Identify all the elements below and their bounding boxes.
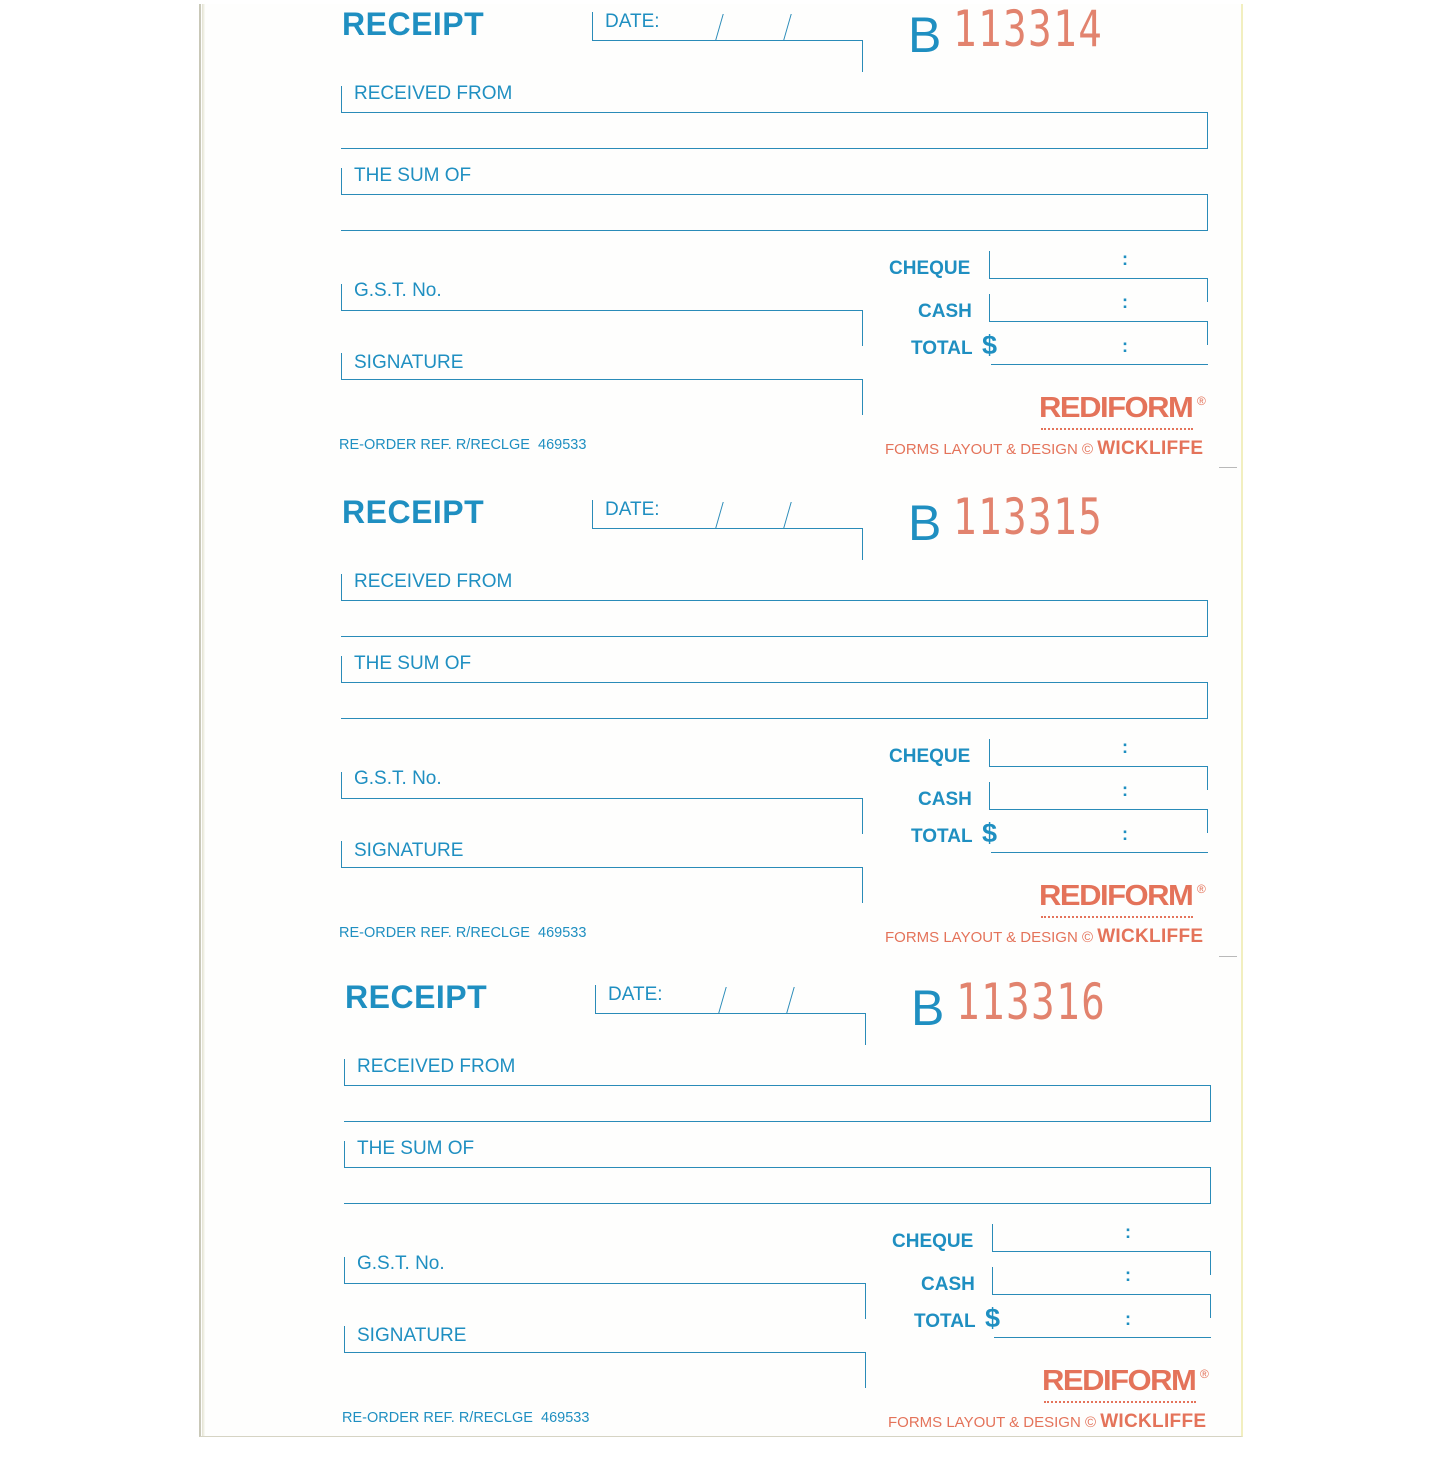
date-slash [718, 987, 726, 1013]
receipt-number-prefix: B [911, 980, 945, 1036]
gst-label: G.S.T. No. [357, 1253, 445, 1274]
received-from-field[interactable] [341, 600, 1208, 601]
received-from-box-right [1207, 112, 1208, 148]
date-label: DATE: [605, 11, 660, 32]
signature-field[interactable] [344, 1352, 866, 1353]
received-from-field[interactable] [344, 1085, 1211, 1086]
total-label: TOTAL [914, 1311, 976, 1332]
reorder-ref: RE-ORDER REF. R/RECLGE [339, 437, 530, 453]
received-from-box-left [341, 86, 342, 113]
cheque-label: CHEQUE [889, 258, 971, 279]
total-cents-separator: : [1122, 336, 1128, 356]
sum-box-left [344, 1141, 345, 1168]
total-label: TOTAL [911, 826, 973, 847]
cheque-cents-separator: : [1122, 249, 1128, 269]
cash-amount-field[interactable] [989, 321, 1208, 322]
signature-box-right [862, 379, 863, 415]
logo-underline [1041, 916, 1193, 918]
gst-field[interactable] [344, 1283, 866, 1284]
receipt-number-prefix: B [908, 495, 942, 551]
sum-label: THE SUM OF [357, 1138, 475, 1159]
signature-label: SIGNATURE [354, 840, 464, 861]
signature-box-left [341, 353, 342, 380]
received-from-field[interactable] [341, 112, 1208, 113]
cash-label: CASH [918, 789, 972, 810]
gst-box-left [344, 1257, 345, 1284]
received-from-box-right [1207, 600, 1208, 636]
cheque-box-right [1210, 1251, 1211, 1275]
gst-box-left [341, 772, 342, 799]
received-from-box-left [344, 1059, 345, 1086]
total-amount-field[interactable] [991, 852, 1208, 853]
signature-label: SIGNATURE [357, 1325, 467, 1346]
signature-box-right [862, 867, 863, 903]
cash-label: CASH [921, 1274, 975, 1295]
date-slash [715, 502, 723, 528]
cheque-label: CHEQUE [889, 746, 971, 767]
gst-label: G.S.T. No. [354, 768, 442, 789]
date-label: DATE: [608, 984, 663, 1005]
logo-underline [1041, 428, 1193, 430]
sum-label: THE SUM OF [354, 653, 472, 674]
credit-company: WICKLIFFE [1097, 438, 1204, 459]
date-box-right [862, 528, 863, 560]
received-from-line-2[interactable] [344, 1121, 1211, 1122]
receipt-form [201, 488, 1241, 980]
credit-company: WICKLIFFE [1100, 1411, 1207, 1432]
cheque-box-left [989, 739, 990, 766]
received-from-label: RECEIVED FROM [354, 571, 513, 592]
received-from-label: RECEIVED FROM [354, 83, 513, 104]
reorder-ref: RE-ORDER REF. R/RECLGE [339, 925, 530, 941]
credit-text: FORMS LAYOUT & DESIGN © [885, 441, 1094, 458]
perforation-mark [1219, 467, 1237, 468]
rediform-logo: REDIFORM [1042, 1364, 1196, 1397]
credit-company: WICKLIFFE [1097, 926, 1204, 947]
date-field[interactable] [595, 1013, 866, 1014]
date-box-left [595, 985, 596, 1013]
rediform-logo: REDIFORM [1039, 391, 1193, 424]
perforation-mark [1219, 956, 1237, 957]
total-amount-field[interactable] [991, 364, 1208, 365]
gst-label: G.S.T. No. [354, 280, 442, 301]
cash-cents-separator: : [1122, 292, 1128, 312]
cash-box-left [989, 294, 990, 321]
date-slash [786, 987, 794, 1013]
signature-box-left [341, 841, 342, 868]
cheque-cents-separator: : [1125, 1222, 1131, 1242]
total-cents-separator: : [1125, 1309, 1131, 1329]
receipt-title: RECEIPT [342, 494, 485, 530]
sum-line-2[interactable] [341, 230, 1208, 231]
sum-field[interactable] [344, 1167, 1211, 1168]
received-from-box-left [341, 574, 342, 601]
receipt-form [201, 0, 1241, 492]
signature-box-right [865, 1352, 866, 1388]
cheque-box-left [992, 1224, 993, 1251]
date-box-right [865, 1013, 866, 1045]
rediform-logo: REDIFORM [1039, 879, 1193, 912]
designer-credit [885, 926, 1203, 948]
sum-line-2[interactable] [341, 718, 1208, 719]
cheque-amount-field[interactable] [989, 278, 1208, 279]
gst-box-left [341, 284, 342, 311]
cheque-box-right [1207, 278, 1208, 302]
sum-box-right [1207, 194, 1208, 230]
designer-credit [888, 1411, 1206, 1433]
registered-mark: ® [1200, 1367, 1209, 1381]
gst-field[interactable] [341, 798, 863, 799]
cheque-amount-field[interactable] [989, 766, 1208, 767]
sum-box-right [1207, 682, 1208, 718]
sum-field[interactable] [341, 682, 1208, 683]
receipt-form [204, 973, 1244, 1465]
signature-field[interactable] [341, 379, 863, 380]
cash-label: CASH [918, 301, 972, 322]
date-box-left [592, 500, 593, 528]
receipt-title: RECEIPT [345, 979, 488, 1015]
sum-line-2[interactable] [344, 1203, 1211, 1204]
signature-box-left [344, 1326, 345, 1353]
date-slash [783, 502, 791, 528]
date-field[interactable] [592, 40, 863, 41]
received-from-box-right [1210, 1085, 1211, 1121]
receipt-book-page [199, 0, 1243, 1437]
received-from-label: RECEIVED FROM [357, 1056, 516, 1077]
sum-box-right [1210, 1167, 1211, 1203]
cash-cents-separator: : [1122, 780, 1128, 800]
credit-text: FORMS LAYOUT & DESIGN © [888, 1414, 1097, 1431]
dollar-symbol: $ [985, 1303, 1001, 1333]
receipt-serial-number: 113314 [953, 0, 1104, 58]
cash-amount-field[interactable] [989, 809, 1208, 810]
gst-field[interactable] [341, 310, 863, 311]
cash-amount-field[interactable] [992, 1294, 1211, 1295]
cheque-cents-separator: : [1122, 737, 1128, 757]
cheque-box-right [1207, 766, 1208, 790]
cheque-amount-field[interactable] [992, 1251, 1211, 1252]
cash-box-left [989, 782, 990, 809]
sum-box-left [341, 168, 342, 195]
signature-field[interactable] [341, 867, 863, 868]
sum-field[interactable] [341, 194, 1208, 195]
total-cents-separator: : [1122, 824, 1128, 844]
cheque-label: CHEQUE [892, 1231, 974, 1252]
reorder-code: 469533 [541, 1410, 590, 1426]
dollar-symbol: $ [982, 330, 998, 360]
reorder-code: 469533 [538, 925, 587, 941]
gst-box-right [865, 1283, 866, 1319]
total-label: TOTAL [911, 338, 973, 359]
date-box-right [862, 40, 863, 72]
cheque-box-left [989, 251, 990, 278]
date-slash [783, 14, 791, 40]
credit-text: FORMS LAYOUT & DESIGN © [885, 929, 1094, 946]
gst-box-right [862, 798, 863, 834]
received-from-line-2[interactable] [341, 636, 1208, 637]
date-box-left [592, 12, 593, 40]
cash-cents-separator: : [1125, 1265, 1131, 1285]
receipt-serial-number: 113315 [953, 488, 1104, 546]
receipt-title: RECEIPT [342, 6, 485, 42]
receipt-number-prefix: B [908, 7, 942, 63]
cash-box-right [1210, 1294, 1211, 1318]
total-amount-field[interactable] [994, 1337, 1211, 1338]
cash-box-left [992, 1267, 993, 1294]
registered-mark: ® [1197, 882, 1206, 896]
designer-credit [885, 438, 1203, 460]
gst-box-right [862, 310, 863, 346]
registered-mark: ® [1197, 394, 1206, 408]
receipt-serial-number: 113316 [956, 973, 1107, 1031]
cash-box-right [1207, 809, 1208, 833]
sum-label: THE SUM OF [354, 165, 472, 186]
reorder-code: 469533 [538, 437, 587, 453]
signature-label: SIGNATURE [354, 352, 464, 373]
date-field[interactable] [592, 528, 863, 529]
logo-underline [1044, 1401, 1196, 1403]
dollar-symbol: $ [982, 818, 998, 848]
reorder-ref: RE-ORDER REF. R/RECLGE [342, 1410, 533, 1426]
date-label: DATE: [605, 499, 660, 520]
sum-box-left [341, 656, 342, 683]
received-from-line-2[interactable] [341, 148, 1208, 149]
date-slash [715, 14, 723, 40]
cash-box-right [1207, 321, 1208, 345]
